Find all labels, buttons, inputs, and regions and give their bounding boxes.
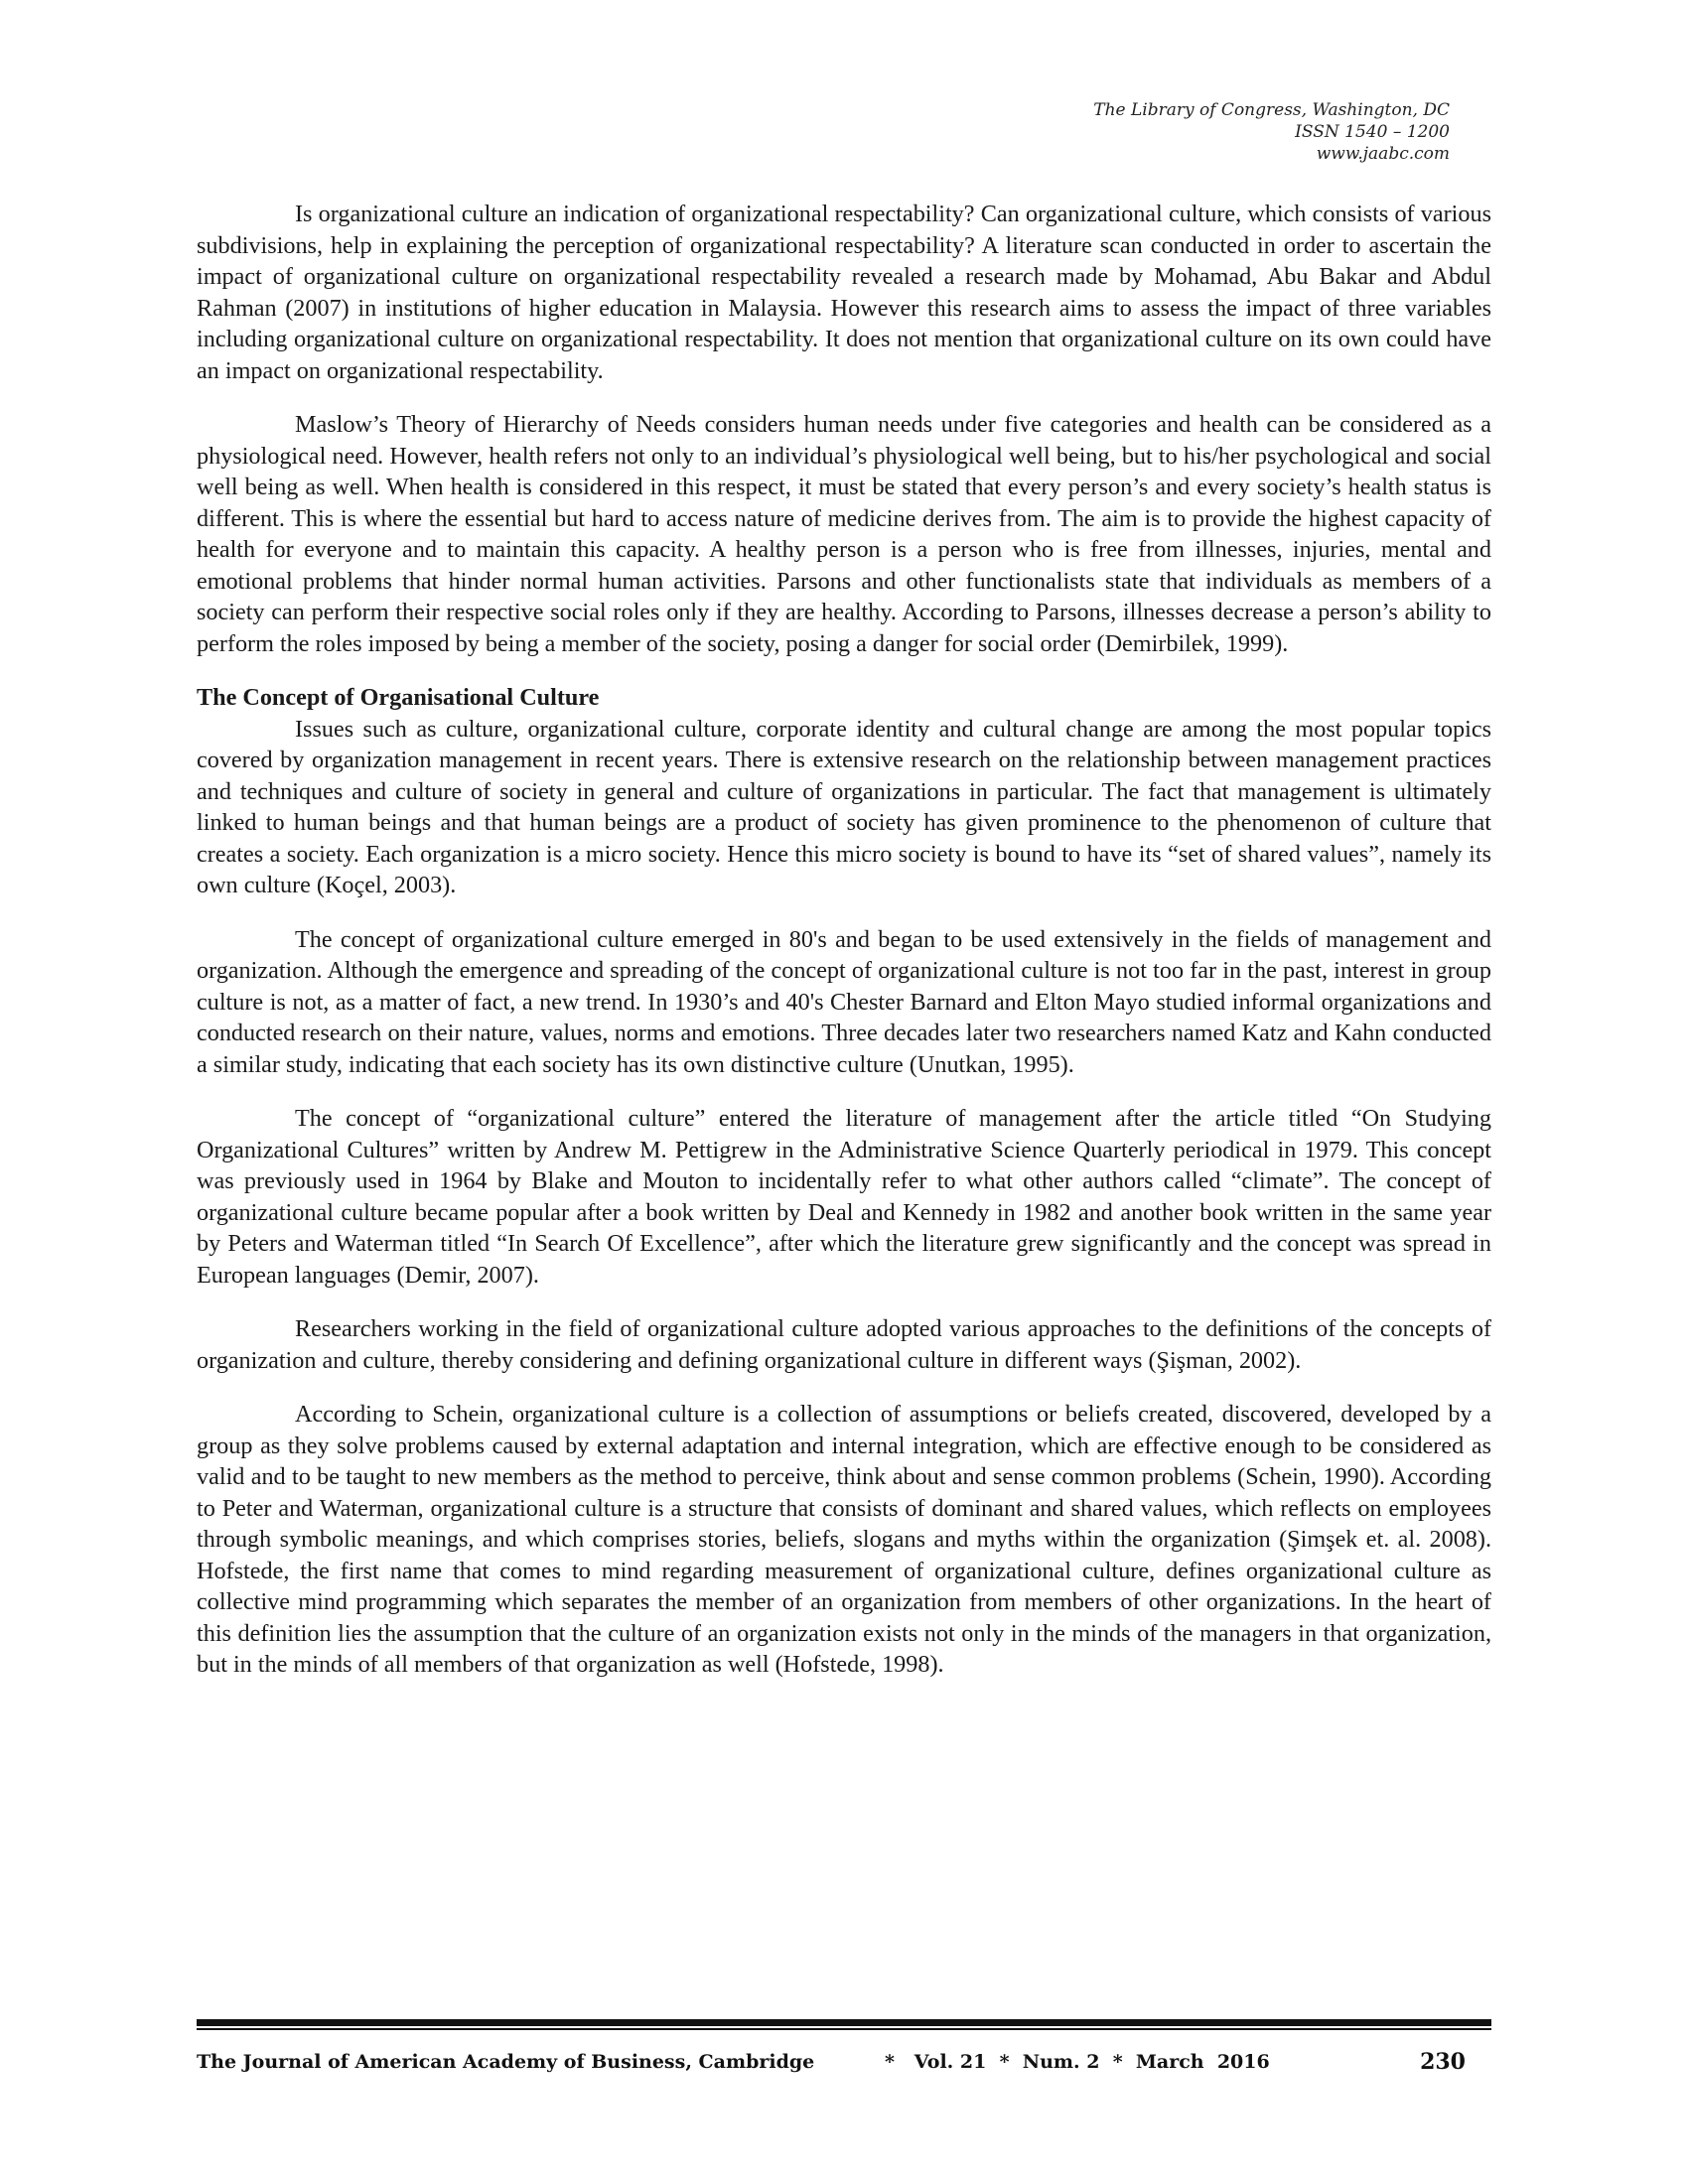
footer-rule-thin (197, 2028, 1491, 2030)
footer-issue-info: * Vol. 21 * Num. 2 * March 2016 (885, 2051, 1270, 2073)
header-issn-line: ISSN 1540 – 1200 (1295, 122, 1450, 142)
paragraph-literature: The concept of “organizational culture” entered the literature of management after the article titled “On Studying Organizational Cultures” written by Andrew M. Pettigrew in the Administrative Science Quarterly periodical in 1979. This concept was previously used in 1964 by Blake and Mouton to incidentally refer to what other authors called “climate”. The concept of organizational culture became popular after a book written by Deal and Kennedy in 1982 and another book written in the same year by Peters and Waterman titled “In Search Of Excellence”, after which the literature grew significantly and the concept was spread in European languages (Demir, 2007). (197, 1105, 1491, 1289)
footer-rule-thick (197, 2019, 1491, 2026)
running-footer (197, 2047, 1491, 2077)
article-body (197, 199, 1491, 1704)
paragraph-definitions: According to Schein, organizational culture is a collection of assumptions or beliefs created, discovered, developed by a group as they solve problems caused by external adaptation and internal integration, which are effective enough to be considered as valid and to be taught to new members as the method to perceive, think about and sense common problems (Schein, 1990). According to Peter and Waterman, organizational culture is a structure that consists of dominant and shared values, which reflects on employees through symbolic meanings, and which comprises stories, beliefs, slogans and myths within the organization (Şimşek et. al. 2008). Hofstede, the first name that comes to mind regarding measurement of organizational culture, defines organizational culture as collective mind programming which separates the member of an organization from members of other organizations. In the heart of this definition lies the assumption that the culture of an organization exists not only in the minds of the managers in that organization, but in the minds of all members of that organization as well (Hofstede, 1998). (197, 1401, 1491, 1678)
footer-journal-title: The Journal of American Academy of Business, Cambridge (197, 2051, 815, 2073)
header-library-line: The Library of Congress, Washington, DC (1093, 100, 1450, 120)
section-heading: The Concept of Organisational Culture (197, 684, 600, 711)
paragraph-maslow: Maslow’s Theory of Hierarchy of Needs considers human needs under five categories and health can be considered as a physiological need. However, health refers not only to an individual’s physiological well being, but to his/her psychological and social well being as well. When health is considered in this respect, it must be stated that every person’s and every society’s health status is different. This is where the essential but hard to access nature of medicine derives from. The aim is to provide the highest capacity of health for everyone and to maintain this capacity. A healthy person is a person who is free from illnesses, injuries, mental and emotional problems that hinder normal human activities. Parsons and other functionalists state that individuals as members of a society can perform their respective social roles only if they are healthy. According to Parsons, illnesses decrease a person’s ability to perform the roles imposed by being a member of the society, posing a danger for social order (Demirbilek, 1999). (197, 411, 1491, 657)
running-header (1093, 99, 1450, 165)
page-number: 230 (1420, 2049, 1466, 2075)
paragraph-approaches: Researchers working in the field of organizational culture adopted various approaches to the definitions of the concepts of organization and culture, thereby considering and defining organizational culture in different ways (Şişman, 2002). (197, 1315, 1491, 1374)
paragraph-issues: Issues such as culture, organizational culture, corporate identity and cultural change are among the most popular topics covered by organization management in recent years. There is extensive research on the relationship between management practices and techniques and culture of society in general and culture of organizations in particular. The fact that management is ultimately linked to human beings and that human beings are a product of society has given prominence to the phenomenon of culture that creates a society. Each organization is a micro society. Hence this micro society is bound to have its “set of shared values”, namely its own culture (Koçel, 2003). (197, 715, 1491, 898)
paragraph-emergence: The concept of organizational culture emerged in 80's and began to be used extensively in the fields of management and organization. Although the emergence and spreading of the concept of organizational culture is not too far in the past, interest in group culture is not, as a matter of fact, a new trend. In 1930’s and 40's Chester Barnard and Elton Mayo studied informal organizations and conducted research on their nature, values, norms and emotions. Three decades later two researchers named Katz and Kahn conducted a similar study, indicating that each society has its own distinctive culture (Unutkan, 1995). (197, 925, 1491, 1078)
header-website-line: www.jaabc.com (1316, 144, 1450, 164)
paragraph-respectability: Is organizational culture an indication of organizational respectability? Can organizational culture, which consists of various subdivisions, help in explaining the perception of organizational respectability? A literature scan conducted in order to ascertain the impact of organizational culture on organizational respectability revealed a research made by Mohamad, Abu Bakar and Abdul Rahman (2007) in institutions of higher education in Malaysia. However this research aims to assess the impact of three variables including organizational culture on organizational respectability. It does not mention that organizational culture on its own could have an impact on organizational respectability. (197, 201, 1491, 384)
